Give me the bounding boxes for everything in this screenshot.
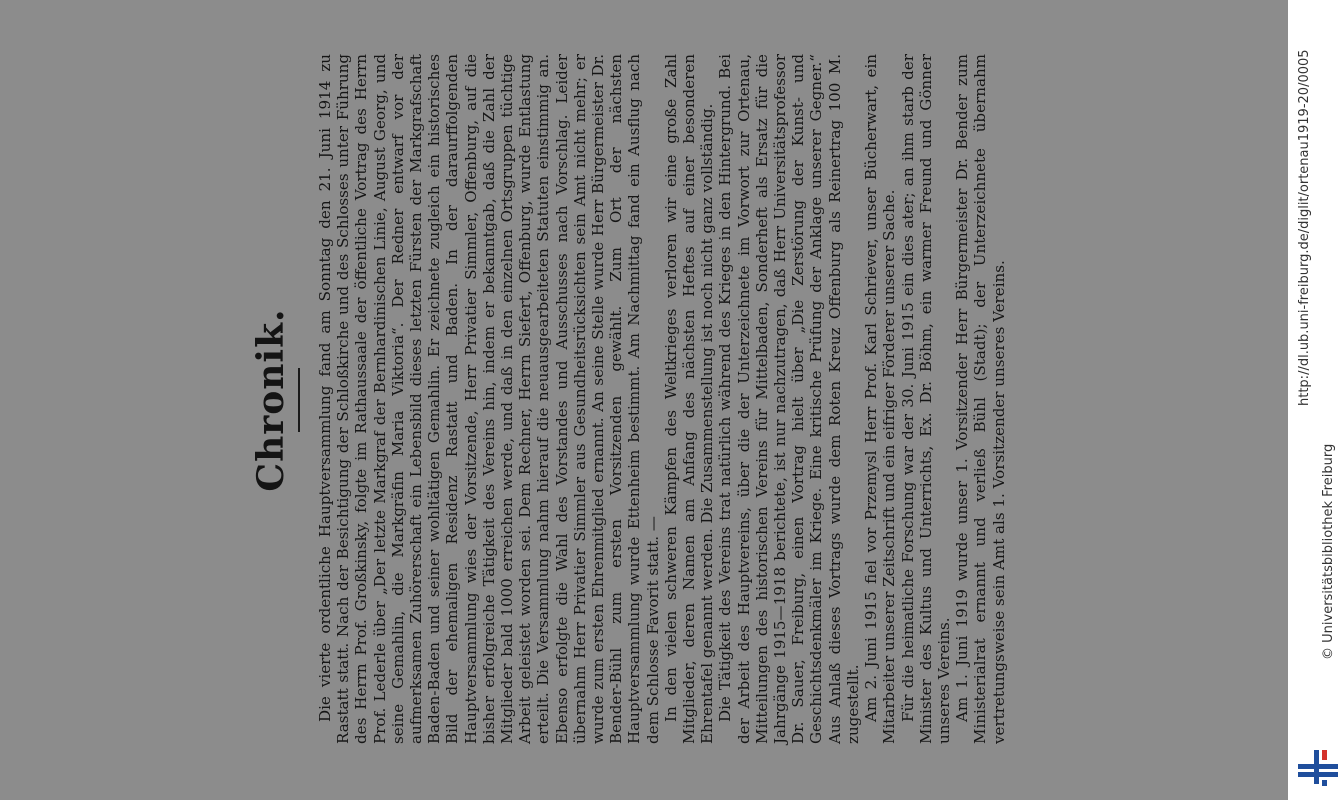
source-url-link[interactable]: http://dl.ub.uni-freiburg.de/diglit/ortenau1919-20/0005 bbox=[1297, 49, 1312, 406]
paragraph: Am 1. Juni 1919 wurde unser 1. Vorsitzender Herr Bürgermeister Dr. Bender zum Ministerialrat ernannt und verließ Bühl (Stadt); der Unterzeichnete übernahm vertretungsweise sein Amt als 1. Vorsitzender unseres Vereins. bbox=[953, 54, 1008, 744]
title-divider bbox=[298, 368, 300, 432]
body-text bbox=[316, 54, 1008, 744]
paragraph: Die Tätigkeit des Vereins trat natürlich während des Krieges in den Hintergrund. Bei der Arbeit des Hauptvereins, über die der Unterzeichnete im Vorwort zur Ortenau, Mitteilungen des historischen Vereins für Mittelbaden, Sonderheft als Ersatz für die Jahrgänge 1915—1918 berichtete, ist nur nachzutragen, daß Herr Universitätsprofessor Dr. Sauer, Freiburg, einen Vortrag hielt über „Die Zerstörung der Kunst- und Geschichtsdenkmäler im Kriege. Eine kritische Prüfung der Anklage unserer Gegner.“ Aus Anlaß dieses Vortrags wurde dem Roten Kreuz Offenburg als Reinertrag 100 M. zugestellt. bbox=[716, 54, 862, 744]
paragraph: In den vielen schweren Kämpfen des Weltkrieges verloren wir eine große Zahl Mitglieder, deren Namen am Anfang des nächsten Heftes auf einer besonderen Ehrentafel genannt werden. Die Zusammenstellung ist noch nicht ganz vollständig. bbox=[661, 54, 717, 744]
paragraph: Für die heimatliche Forschung war der 30. Juni 1915 ein dies ater; an ihm starb der Minister des Kultus und Unterrichts, Ex. Dr. Böhm, ein warmer Freund und Gönner unseres Vereins. bbox=[898, 54, 953, 744]
paragraph: Die vierte ordentliche Hauptversammlung fand am Sonntag den 21. Juni 1914 zu Rastatt statt. Nach der Besichtigung der Schloßkirche und des Schlosses unter Führung des Herrn Prof. Großkinsky, folgte im Rathaussaale der öffentliche Vortrag des Herrn Prof. Lederle über „Der letzte Markgraf der Bernhardinischen Linie, August Georg, und seine Gemahlin, die Markgräfin Maria Viktoria“. Der Redner entwarf vor der aufmerksamen Zuhörerschaft ein Lebensbild dieses letzten Fürsten der Markgrafschaft Baden-Baden und seiner wohltätigen Gemahlin. Er zeichnete zugleich ein historisches Bild der ehemaligen Residenz Rastatt und Baden. In der daraurffolgenden Hauptversammlung wies der Vorsitzende, Herr Privatier Simmler, Offenburg, auf die bisher erfolgreiche Tätigkeit des Vereins hin, indem er bekanntgab, daß die Zahl der Mitglieder bald 1000 erreichen werde, und daß in den einzelnen Ortsgruppen tüchtige Arbeit geleistet worden sei. Dem Rechner, Herrn Siefert, Offenburg, wurde Entlastung erteilt. Die Versammlung nahm hierauf die neuausgearbeiteten Statuten einstimmig an. Ebenso erfolgte die Wahl des Vorstandes und Ausschusses nach Vorschlag. Leider übernahm Herr Privatier Simmler aus Gesundheitsrücksichten sein Amt nicht mehr; er wurde zum ersten Ehrenmitglied ernannt. An seine Stelle wurde Herr Bürgermeister Dr. Bender-Bühl zum ersten Vorsitzenden gewählt. Zum Ort der nächsten Hauptversammlung wurde Ettenheim bestimmt. Am Nachmittag fand ein Ausflug nach dem Schlosse Favorit statt. — bbox=[316, 54, 662, 744]
ub-freiburg-logo-icon[interactable] bbox=[1296, 744, 1340, 788]
page-title: Chronik. bbox=[250, 308, 292, 492]
copyright-text: © Universitätsbibliothek Freiburg bbox=[1321, 443, 1336, 660]
paragraph: Am 2. Juni 1915 fiel vor Przemysl Herr Prof. Karl Schriever, unser Bücherwart, ein Mitarbeiter unserer Zeitschrift und ein eifriger Förderer unserer Sache. bbox=[862, 54, 899, 744]
